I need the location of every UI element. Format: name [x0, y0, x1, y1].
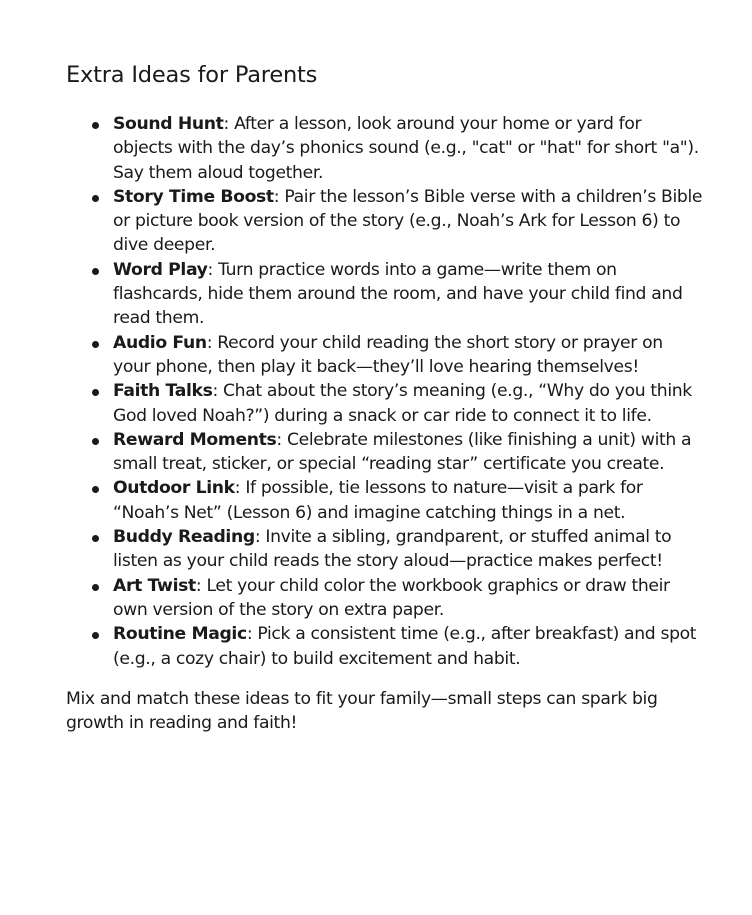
bullet-icon: [92, 341, 99, 348]
item-text: : Invite a sibling, grandparent, or stuffed animal to listen as your child reads the story aloud—practice makes perfect!: [113, 527, 672, 572]
bullet-icon: [92, 486, 99, 493]
page-title: Extra Ideas for Parents: [66, 62, 318, 88]
bullet-icon: [92, 632, 99, 639]
bullet-icon: [92, 438, 99, 445]
item-text: : Chat about the story’s meaning (e.g., “Why do you think God loved Noah?”) during a snack or car ride to connect it to life.: [113, 381, 692, 426]
list-item: [113, 525, 703, 574]
bullet-icon: [92, 122, 99, 129]
item-term: Outdoor Link: [113, 478, 235, 499]
list-item: [113, 622, 703, 671]
list-item: [113, 428, 703, 477]
bullet-icon: [92, 195, 99, 202]
item-text: : If possible, tie lessons to nature—visit a park for “Noah’s Net” (Lesson 6) and imagine catching things in a net.: [113, 478, 643, 523]
list-item: [113, 112, 703, 185]
closing-paragraph: Mix and match these ideas to fit your family—small steps can spark big growth in reading and faith!: [66, 688, 658, 734]
item-term: Art Twist: [113, 575, 196, 596]
item-text: : Celebrate milestones (like finishing a unit) with a small treat, sticker, or special “reading star” certificate you create.: [113, 429, 692, 475]
list-item: [113, 476, 703, 525]
bullet-icon: [92, 268, 99, 275]
item-term: Buddy Reading: [113, 527, 255, 548]
bullet-icon: [92, 584, 99, 591]
item-text: : Let your child color the workbook graphics or draw their own version of the story on extra paper.: [113, 575, 670, 620]
item-text: : Pick a consistent time (e.g., after breakfast) and spot (e.g., a cozy chair) to build excitement and habit.: [113, 624, 697, 669]
item-text: : Record your child reading the short story or prayer on your phone, then play it back—they’ll love hearing themselves!: [113, 332, 663, 377]
item-term: Routine Magic: [113, 624, 247, 645]
list-item: [113, 574, 703, 623]
item-term: Audio Fun: [113, 332, 207, 353]
list-item: [113, 258, 703, 331]
item-text: : After a lesson, look around your home or yard for objects with the day’s phonics sound (e.g., "cat" or "hat" for short "a"). Say them aloud together.: [113, 114, 699, 183]
bullet-icon: [92, 535, 99, 542]
list-item: [113, 379, 703, 428]
item-term: Reward Moments: [113, 429, 277, 450]
list-item: [113, 331, 703, 380]
item-text: : Turn practice words into a game—write them on flashcards, hide them around the room, and have your child find and read them.: [113, 259, 683, 329]
item-term: Word Play: [113, 259, 208, 280]
item-term: Sound Hunt: [113, 114, 224, 134]
bullet-icon: [92, 389, 99, 396]
item-term: Faith Talks: [113, 381, 213, 402]
item-text: : Pair the lesson’s Bible verse with a children’s Bible or picture book version of the story (e.g., Noah’s Ark for Lesson 6) to dive deeper.: [113, 186, 703, 256]
item-term: Story Time Boost: [113, 186, 274, 207]
list-item: [113, 185, 703, 258]
ideas-list: [66, 112, 703, 671]
